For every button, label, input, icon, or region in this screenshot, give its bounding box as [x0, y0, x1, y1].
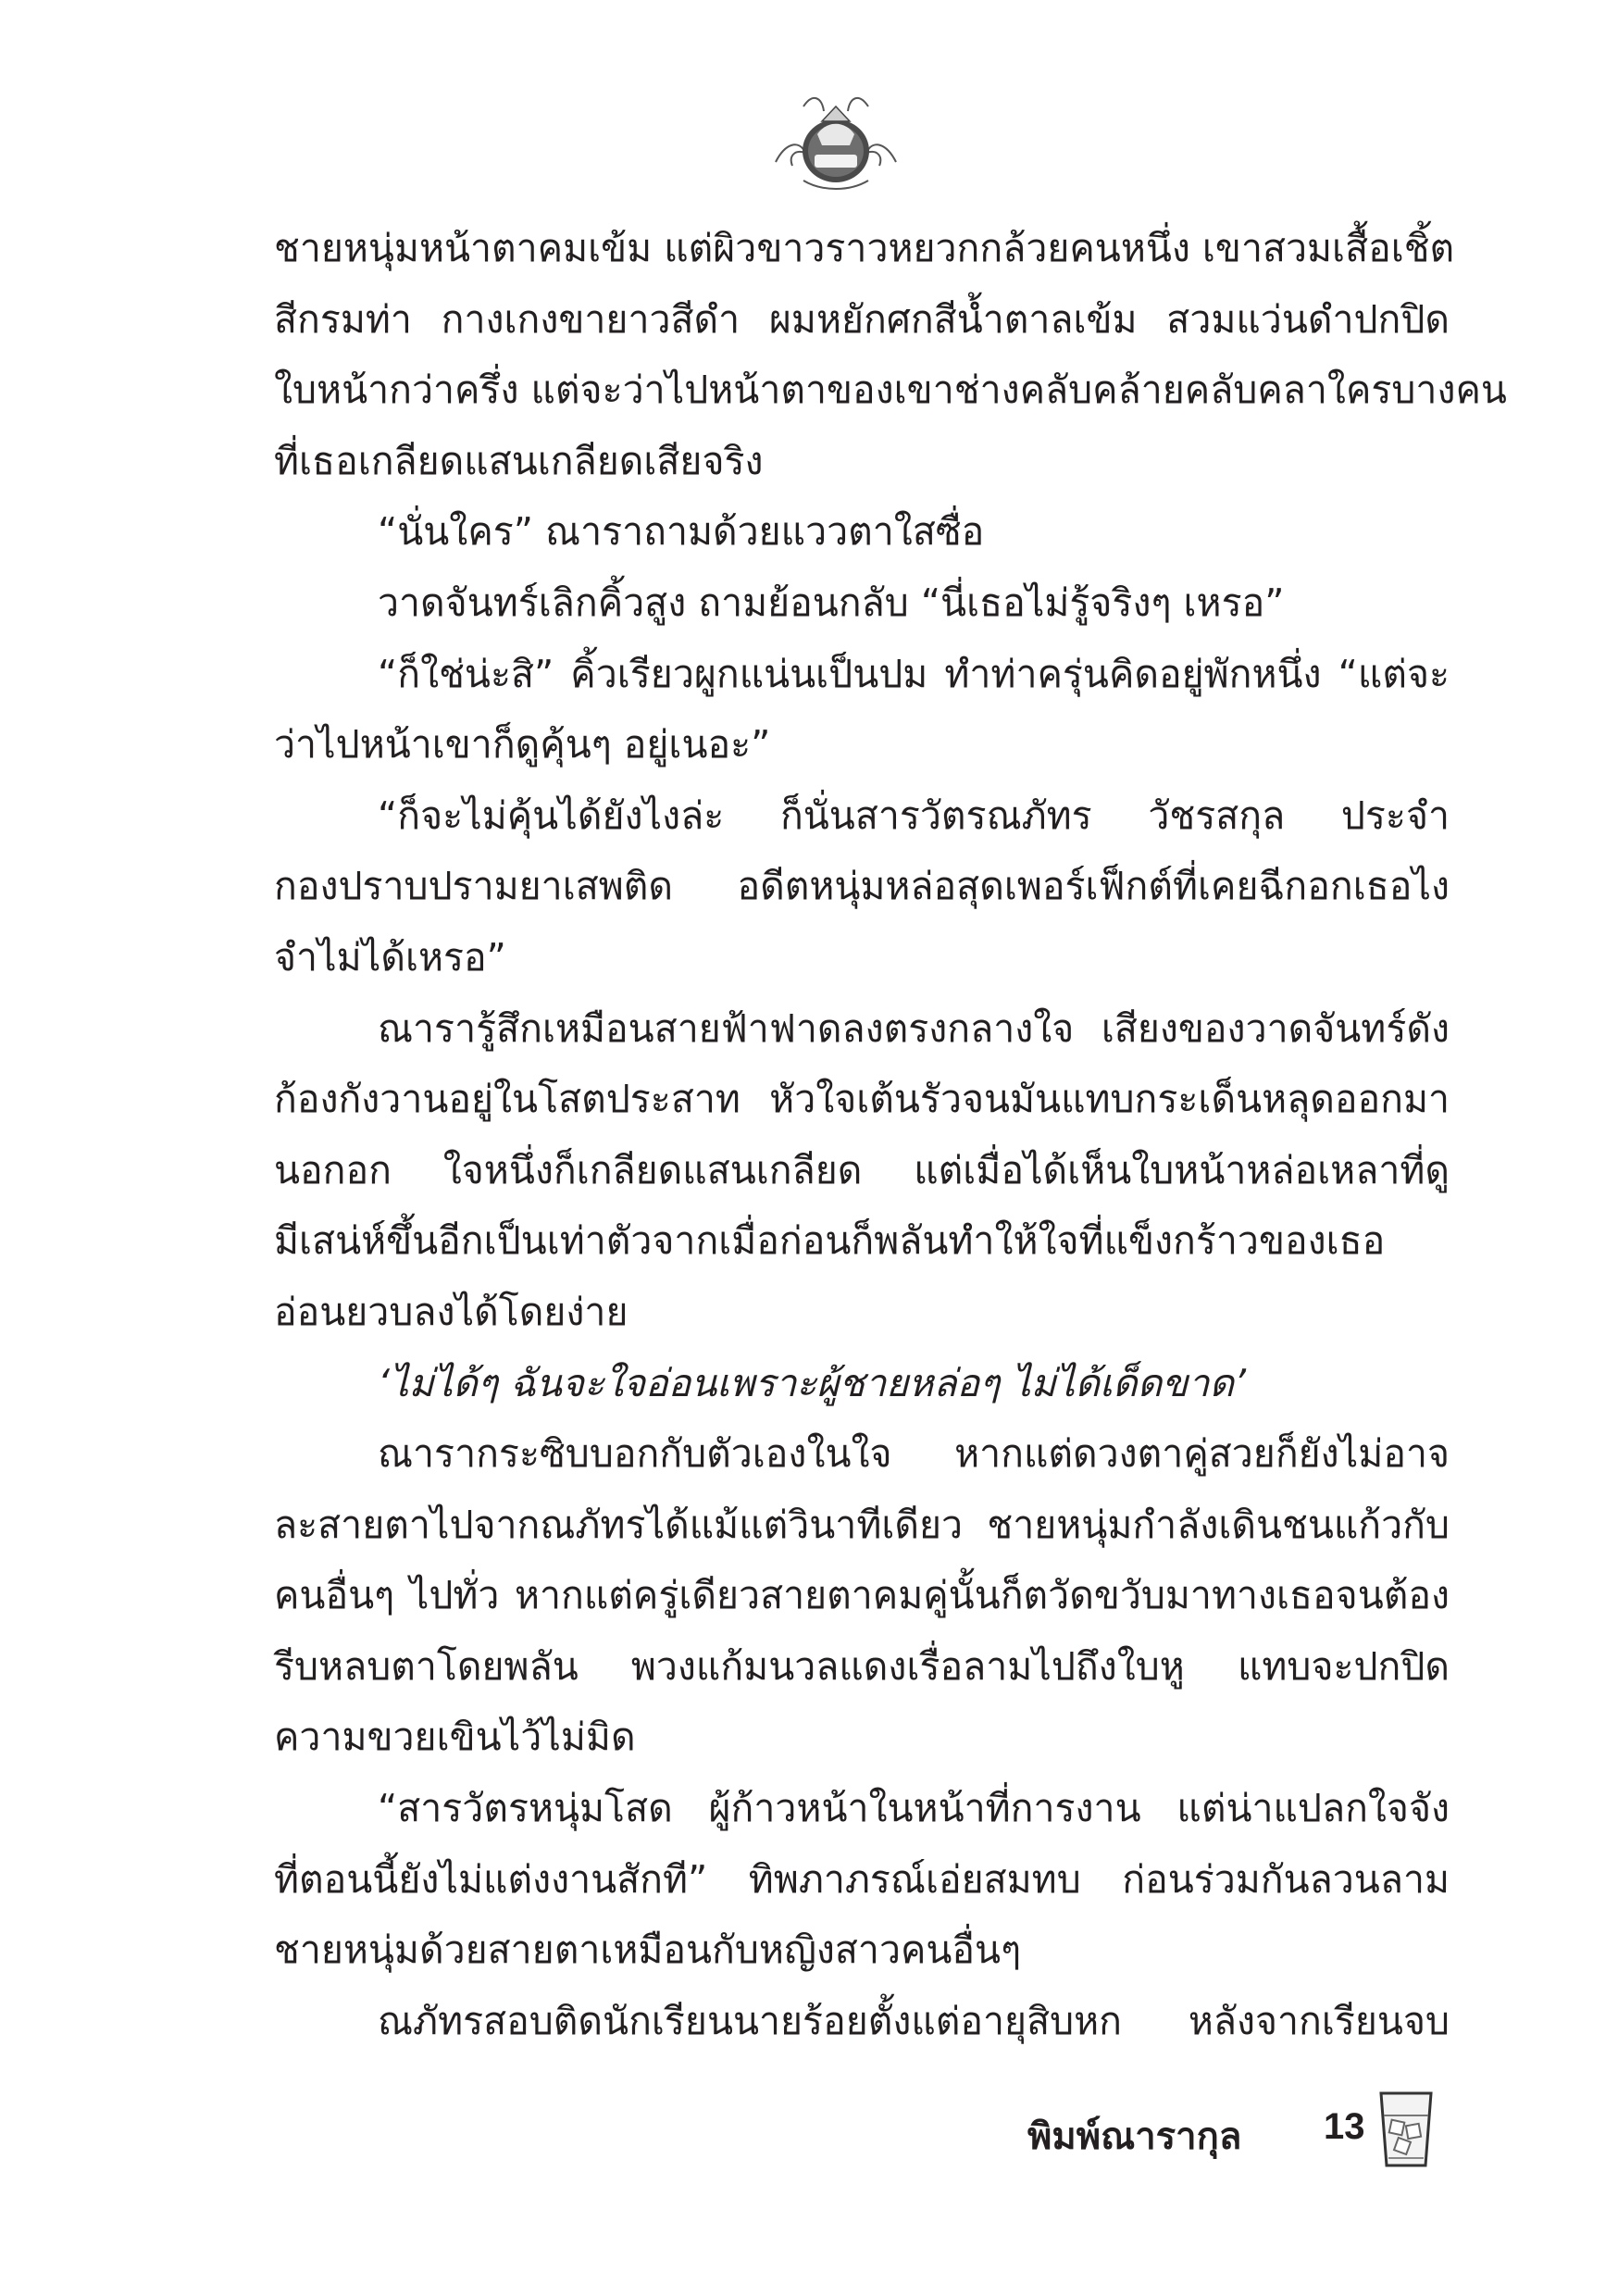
text-line: มีเสน่ห์ขึ้นอีกเป็นเท่าตัวจากเมื่อก่อนก็พลันทำให้ใจที่แข็งกร้าวของเธอ	[274, 1218, 1386, 1264]
book-title: พิมพ์ณารากุล	[1027, 2115, 1242, 2158]
text-line: ที่ตอนนี้ยังไม่แต่งงานสักที” ทิพภาภรณ์เอ่ยสมทบ ก่อนร่วมกันลวนลาม	[274, 1856, 1450, 1902]
text-line: จำไม่ได้เหรอ”	[274, 934, 506, 980]
text-line: ณารากระซิบบอกกับตัวเองในใจ หากแต่ดวงตาคู่สวยก็ยังไม่อาจ	[378, 1431, 1450, 1477]
text-line: ที่เธอเกลียดแสนเกลียดเสียจริง	[274, 438, 764, 483]
text-line: ความขวยเขินไว้ไม่มิด	[274, 1715, 636, 1760]
drinking-glass-icon	[1375, 2088, 1437, 2171]
text-line: คนอื่นๆ ไปทั่ว หากแต่ครู่เดียวสายตาคมคู่นั้นก็ตวัดขวับมาทางเธอจนต้อง	[274, 1573, 1450, 1618]
text-line: ว่าไปหน้าเขาก็ดูคุ้นๆ อยู่เนอะ”	[274, 722, 771, 767]
text-line: กองปราบปรามยาเสพติด อดีตหนุ่มหล่อสุดเพอร์เฟ็กต์ที่เคยฉีกอกเธอไง	[274, 864, 1450, 909]
decorative-emblem-logo	[766, 88, 905, 199]
text-line: “นั่นใคร” ณาราถามด้วยแววตาใสซื่อ	[378, 509, 985, 555]
text-line: นอกอก ใจหนึ่งก็เกลียดแสนเกลียด แต่เมื่อได้เห็นใบหน้าหล่อเหลาที่ดู	[274, 1147, 1450, 1192]
text-line: ใบหน้ากว่าครึ่ง แต่จะว่าไปหน้าตาของเขาช่างคลับคล้ายคลับคลาใครบางคน	[274, 368, 1507, 413]
text-line: ก้องกังวานอยู่ในโสตประสาท หัวใจเต้นรัวจนมันแทบกระเด็นหลุดออกมา	[274, 1077, 1450, 1122]
text-line: ละสายตาไปจากณภัทรได้แม้แต่วินาทีเดียว ชายหนุ่มกำลังเดินชนแก้วกับ	[274, 1502, 1450, 1547]
text-line: ชายหนุ่มด้วยสายตาเหมือนกับหญิงสาวคนอื่นๆ	[274, 1928, 1022, 1973]
text-line: “ก็ใช่น่ะสิ” คิ้วเรียวผูกแน่นเป็นปม ทำท่าครุ่นคิดอยู่พักหนึ่ง “แต่จะ	[378, 651, 1450, 696]
text-line: “สารวัตรหนุ่มโสด ผู้ก้าวหน้าในหน้าที่การงาน แต่น่าแปลกใจจัง	[378, 1786, 1450, 1831]
text-line: รีบหลบตาโดยพลัน พวงแก้มนวลแดงเรื่อลามไปถึงใบหู แทบจะปกปิด	[274, 1643, 1450, 1689]
body-text	[274, 213, 1507, 2056]
text-line: “ก็จะไม่คุ้นได้ยังไงล่ะ ก็นั่นสารวัตรณภัทร วัชรสกุล ประจำ	[378, 792, 1450, 838]
text-line: สีกรมท่า กางเกงขายาวสีดำ ผมหยักศกสีน้ำตาลเข้ม สวมแว่นดำปกปิด	[274, 296, 1450, 342]
text-line: อ่อนยวบลงได้โดยง่าย	[274, 1289, 629, 1334]
page-number: 13	[1324, 2106, 1365, 2147]
text-line-italic: ‘ไม่ได้ๆ ฉันจะใจอ่อนเพราะผู้ชายหล่อๆ ไม่ได้เด็ดขาด’	[378, 1360, 1246, 1405]
page-footer	[972, 2088, 1435, 2199]
text-line: วาดจันทร์เลิกคิ้วสูง ถามย้อนกลับ “นี่เธอไม่รู้จริงๆ เหรอ”	[378, 580, 1285, 625]
text-line: ณภัทรสอบติดนักเรียนนายร้อยตั้งแต่อายุสิบหก หลังจากเรียนจบ	[378, 1998, 1450, 2043]
text-line: ณารารู้สึกเหมือนสายฟ้าฟาดลงตรงกลางใจ เสียงของวาดจันทร์ดัง	[378, 1005, 1450, 1051]
text-line: ชายหนุ่มหน้าตาคมเข้ม แต่ผิวขาวราวหยวกกล้วยคนหนึ่ง เขาสวมเสื้อเชิ้ต	[274, 226, 1455, 270]
